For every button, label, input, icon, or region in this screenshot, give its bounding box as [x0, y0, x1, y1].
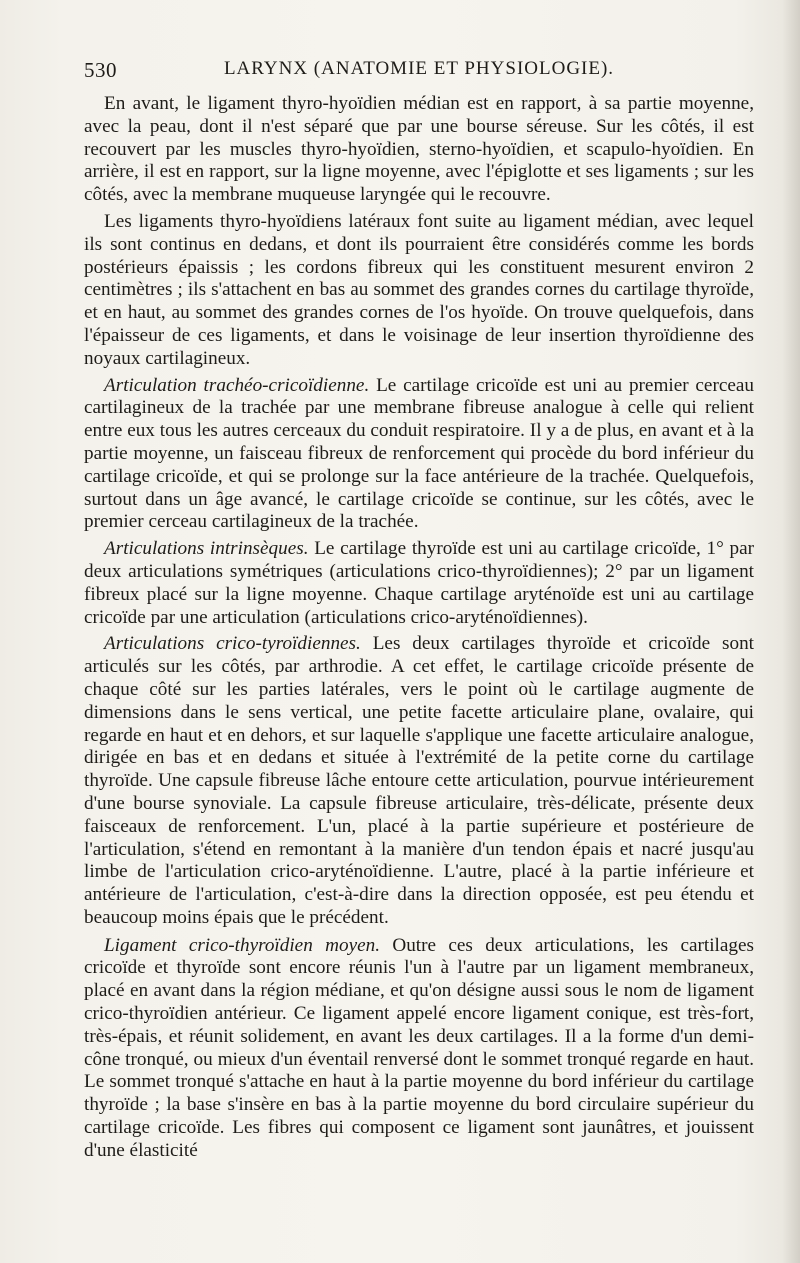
paragraph-tracheo-cricoid	[84, 375, 754, 535]
paragraph-text: Le cartilage thyroïde est uni au cartilage cricoïde, 1° par deux articulations symétriques (articulations crico-thyroïdiennes); 2° par un ligament fibreux placé sur la ligne moyenne. Chaque cartilage aryténoïde est uni au cartilage cricoïde par une articulation (articulations crico-aryténoïdiennes).	[84, 538, 754, 628]
page-header	[84, 58, 754, 88]
paragraph-text: En avant, le ligament thyro-hyoïdien médian est en rapport, à sa partie moyenne, avec la peau, dont il n'est séparé que par une bourse séreuse. Sur les côtés, il est recouvert par les muscles thyro-hyoïdien, sterno-hyoïdien, et scapulo-hyoïdien. En arrière, il est en rapport, sur la ligne moyenne, avec l'épiglotte et ses ligaments ; sur les côtés, avec la membrane muqueuse laryngée qui le recouvre.	[84, 93, 754, 206]
paragraph-text: Le cartilage cricoïde est uni au premier cerceau cartilagineux de la trachée par une membrane fibreuse analogue à celle qui relient entre eux tous les autres cerceaux du conduit respiratoire. Il y a de plus, en avant et à la partie moyenne, un faisceau fibreux de renforcement qui procède du bord inférieur du cartilage cricoïde, et qui se prolonge sur la face antérieure de la trachée. Quelquefois, surtout dans un âge avancé, le cartilage cricoïde se continue, sur les côtés, avec le premier cerceau cartilagineux de la trachée.	[84, 374, 754, 533]
page-edge-shadow	[782, 0, 800, 1263]
paragraph-lateral-ligaments	[84, 211, 754, 371]
paragraph-crico-thyroid-articulations	[84, 633, 754, 929]
paragraph-text: Outre ces deux articulations, les cartilages cricoïde et thyroïde sont encore réunis l'un à l'autre par un ligament membraneux, placé en avant dans la région médiane, et qu'on désigne aussi sous le nom de ligament crico-thyroïdien antérieur. Ce ligament appelé encore ligament conique, est très-fort, très-épais, et réunit solidement, en avant les deux cartilages. Il a la forme d'un demi-cône tronqué, ou mieux d'un éventail renversé dont le sommet tronqué regarde en haut. Le sommet tronqué s'attache en haut à la partie moyenne du bord inférieur du cartilage thyroïde ; la base s'insère en bas à la partie moyenne du bord circulaire supérieur du cartilage cricoïde. Les fibres qui composent ce ligament sont jaunâtres, et jouissent d'une élasticité	[84, 934, 754, 1161]
running-head: LARYNX (ANATOMIE ET PHYSIOLOGIE).	[223, 58, 615, 79]
section-heading: Articulations intrinsèques.	[104, 538, 315, 560]
paragraph-intrinsic-articulations	[84, 538, 754, 629]
paragraph-text: Les deux cartilages thyroïde et cricoïde sont articulés sur les côtés, par arthrodie. A cet effet, le cartilage cricoïde présente de chaque côté sur les parties latérales, vers le point où le cartilage augmente de dimensions dans le sens vertical, une petite facette articulaire plane, ovalaire, qui regarde en haut et en dehors, et sur laquelle s'applique une facette articulaire analogue, dirigée en bas et en dedans et située à l'extrémité de la petite corne du cartilage thyroïde. Une capsule fibreuse lâche entoure cette articulation, pourvue intérieurement d'une bourse synoviale. La capsule fibreuse articulaire, très-délicate, présente deux faisceaux de renforcement. L'un, placé à la partie supérieure et postérieure de l'articulation, s'étend en remontant à la manière d'un tendon épais et nacré jusqu'au limbe de l'articulation crico-aryténoïdienne. L'autre, placé à la partie inférieure et antérieure de l'articulation, c'est-à-dire dans la direction opposée, est peu étendu et beaucoup moins épais que le précédent.	[84, 633, 755, 928]
section-heading: Articulation trachéo-cricoïdienne.	[104, 374, 377, 396]
paragraph-anterior-relations	[84, 93, 754, 207]
body-text	[84, 93, 754, 1167]
paragraph-text: Les ligaments thyro-hyoïdiens latéraux font suite au ligament médian, avec lequel ils sont continus en dedans, et dont ils pourraient être considérés comme les bords postérieurs épaissis ; les cordons fibreux qui les constituent mesurent environ 2 centimètres ; ils s'attachent en bas au sommet des grandes cornes du cartilage thyroïde, et en haut, au sommet des grandes cornes de l'os hyoïde. On trouve quelquefois, dans l'épaisseur de ces ligaments, et dans le voisinage de leur insertion thyroïdienne des noyaux cartilagineux.	[84, 210, 754, 369]
page-number: 530	[84, 58, 117, 82]
section-heading: Ligament crico-thyroïdien moyen.	[104, 934, 393, 956]
paragraph-median-ligament	[84, 935, 754, 1163]
section-heading: Articulations crico-tyroïdiennes.	[104, 633, 373, 655]
